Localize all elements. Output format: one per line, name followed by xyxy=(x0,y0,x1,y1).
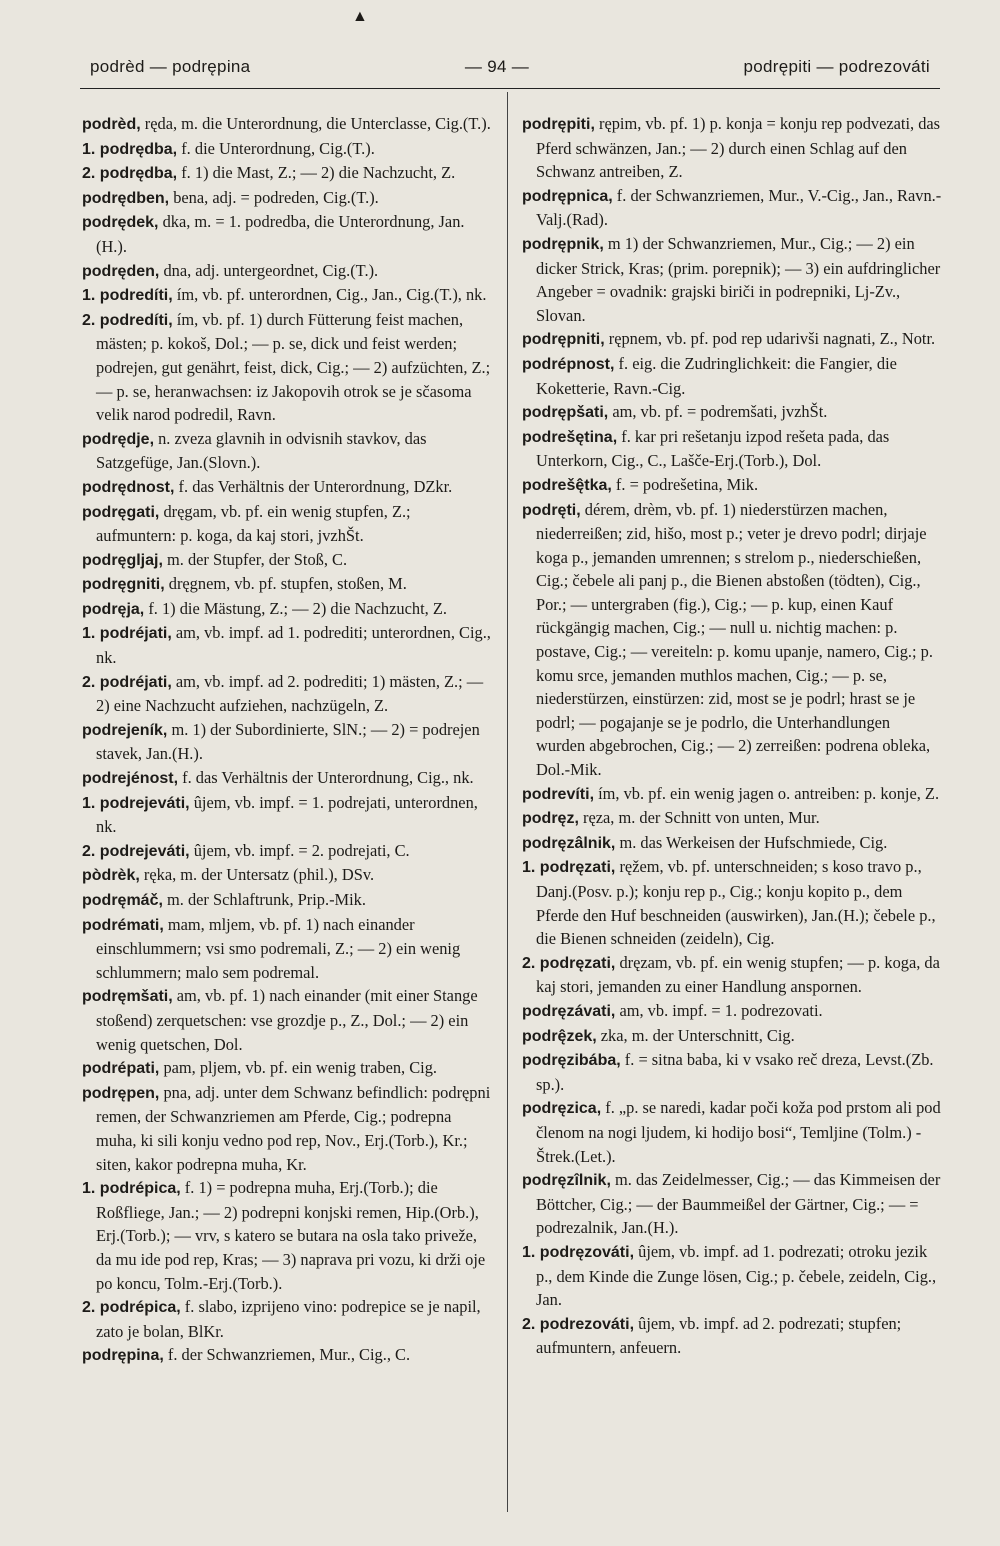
entry-headword: podręzica, xyxy=(522,1100,602,1118)
entry-definition: f. der Schwanzriemen, Mur., V.-Cig., Jan., Ravn.-Valj.(Rad). xyxy=(536,185,942,230)
dictionary-entry xyxy=(522,112,942,184)
entry-headword: podręja, xyxy=(82,600,145,618)
entry-definition: ręžem, vb. pf. unterschneiden; s koso travo p., Danj.(Posv. p.); konju rep p., Cig.; konju kopito p., dem Pferde den Huf beschneiden (auswirken), Jan.(H.); čebele p., die Bienen schneiden (zeideln), Cig. xyxy=(536,857,936,949)
entry-definition: f. „p. se naredi, kadar poči koža pod prstom ali pod členom na nogi ljudem, ki hodijo bosi“, Temljine (Tolm.) - Štrek.(Let.). xyxy=(536,1098,941,1166)
entry-definition: dka, m. = 1. podredba, die Unterordnung, Jan.(H.). xyxy=(96,212,465,256)
entry-definition: dręgnem, vb. pf. stupfen, stoßen, M. xyxy=(164,574,407,594)
entry-definition: f. eig. die Zudringlichkeit: die Fangier, die Koketterie, Ravn.-Cig. xyxy=(536,353,897,398)
entry-definition: f. 1) = podrepna muha, Erj.(Torb.); die Roßfliege, Jan.; — 2) podrepni konjski remen, Hip.(Orb.), Erj.(Torb.); — vrv, s katero se butara na osla tako priveže, da mu ide pod rep, Kras; — 3) naprava pri vozu, ki drži oje po koncu, Tolm.-Erj.(Torb.). xyxy=(96,1178,486,1293)
entry-headword: podręgljaj, xyxy=(82,551,163,569)
dictionary-entry xyxy=(82,548,492,573)
entry-headword: podrèd, xyxy=(82,116,141,133)
entry-definition: dna, adj. untergeordnet, Cig.(T.). xyxy=(159,260,379,280)
entry-headword: podręрen, xyxy=(82,1084,160,1102)
entry-definition: mam, mljem, vb. pf. 1) nach einander einschlummern; vsi smo podremali, Z.; — 2) ein wenig schlummern; malo sem podremal. xyxy=(96,914,461,982)
dictionary-entry xyxy=(522,1240,942,1312)
entry-headword: 2. podréjati, xyxy=(82,673,172,691)
entry-definition: ręрim, vb. pf. 1) p. konja = konju rep podvezati, das Pferd schwänzen, Jan.; — 2) durch einen Schlag auf den Schwanz antreiben, Z. xyxy=(536,114,941,182)
dictionary-entry xyxy=(522,1312,942,1360)
entry-definition: am, vb. impf. = 1. podrezovati. xyxy=(615,1000,823,1020)
dictionary-entry xyxy=(82,718,492,766)
entry-definition: m. der Stupfer, der Stoß, C. xyxy=(162,549,348,569)
entry-definition: ręрnem, vb. pf. pod rep udarivši nagnati, Z., Notr. xyxy=(604,329,936,349)
entry-definition: f. 1) die Mast, Z.; — 2) die Nachzucht, Z. xyxy=(177,163,456,183)
right-column xyxy=(522,112,942,1360)
entry-definition: ím, vb. pf. unterordnen, Cig., Jan., Cig.(T.), nk. xyxy=(172,285,487,305)
entry-headword: podrępina, xyxy=(82,1347,164,1365)
entry-headword: podręрnica, xyxy=(522,187,613,205)
entry-definition: ręda, m. die Unterordnung, die Unterclasse, Cig.(T.). xyxy=(140,114,491,133)
entry-headword: podręрniti, xyxy=(522,331,605,349)
dictionary-entry xyxy=(82,112,492,137)
running-header xyxy=(90,52,930,82)
entry-definition: f. die Unterordnung, Cig.(T.). xyxy=(177,138,375,158)
dictionary-entry xyxy=(82,863,492,888)
entry-headword: podrešętina, xyxy=(522,428,618,446)
entry-definition: pam, pljem, vb. pf. ein wenig traben, Cig. xyxy=(159,1058,438,1078)
dictionary-entry xyxy=(82,475,492,500)
dictionary-entry xyxy=(82,1343,492,1368)
dictionary-entry xyxy=(522,951,942,999)
column-divider xyxy=(507,92,508,1512)
dictionary-entry xyxy=(522,473,942,498)
dictionary-entry xyxy=(82,283,492,308)
entry-definition: am, vb. impf. ad 1. podrediti; unterordnen, Cig., nk. xyxy=(96,623,491,668)
entry-definition: f. das Verhältnis der Unterordnung, DZkr. xyxy=(174,476,453,496)
header-rule xyxy=(80,88,940,89)
entry-headword: podrémati, xyxy=(82,916,164,934)
dictionary-entry xyxy=(82,1081,492,1176)
entry-headword: pòdrèk, xyxy=(82,867,140,885)
dictionary-entry xyxy=(82,670,492,718)
entry-headword: podręzâlnik, xyxy=(522,834,616,852)
dictionary-entry xyxy=(522,232,942,327)
dictionary-entry xyxy=(82,308,492,427)
entry-definition: ím, vb. pf. 1) durch Fütterung feist machen, mästen; p. kokoš, Dol.; — p. se, dick und feist werden; podrejen, gut genährt, feist, dick, Cig.; — 2) aufzüchten, Z.; — p. se, heranwachsen: iz Jakopovih otrok se je sčasoma velik narod podredil, Ravn. xyxy=(96,309,491,425)
entry-definition: ím, vb. pf. ein wenig jagen o. antreiben: p. konje, Z. xyxy=(594,783,940,803)
entry-headword: 2. podrépica, xyxy=(82,1299,181,1317)
header-right-range: podrępiti — podrezováti xyxy=(743,57,930,76)
entry-definition: m. das Werkeisen der Hufschmiede, Cig. xyxy=(615,832,888,852)
dictionary-entry xyxy=(82,621,492,669)
entry-definition: dérem, drèm, vb. pf. 1) niederstürzen machen, niederreißen; zid, hišo, most p.; veter je drevo podrl; dirjaje koga p., jemanden umrennen; s strelom p., niederschießen, Cig.; čebele ali panj p., die Bienen abstoßen (tödten), Cig., Por.; — untergraben (fig.), Cig.; — p. kup, einen Kauf rückgängig machen, Cig.; — null u. nichtig machen: p. postave, Cig.; — vereiteln: p. komu upanje, namero, Cig.; p. komu srce, jemanden muthlos machen, Cig.; — p. se, niederstürzen, einstürzen: zid, most se je podrl; hrast se je podrl; — pogajanje se je podrlo, die Unterhandlungen wurden abgebrochen, Cig.; — 2) zerreißen: podrena obleka, Dol.-Mik. xyxy=(536,499,933,780)
entry-headword: podręzibába, xyxy=(522,1052,621,1070)
entry-definition: am, vb. pf. 1) nach einander (mit einer Stange stoßend) zerquetschen: vse grozdje p., Z., Dol.; — 2) ein wenig quetschen, Dol. xyxy=(96,986,478,1054)
entry-headword: 2. podręzati, xyxy=(522,954,616,972)
entry-definition: f. slabo, izprijeno vino: podrepice se je napil, zato je bolan, BlKr. xyxy=(96,1297,481,1341)
entry-definition: m. das Zeidelmesser, Cig.; — das Kimmeisen der Böttcher, Cig.; — der Baummeißel der Gärtner, Cig.; — = podrezalnik, Jan.(H.). xyxy=(536,1170,941,1238)
dictionary-entry xyxy=(522,782,942,807)
entry-definition: am, vb. pf. = podremšati, jvzhŠt. xyxy=(608,402,828,422)
dictionary-entry xyxy=(82,210,492,258)
dictionary-entry xyxy=(82,500,492,548)
entry-headword: podrę̂zek, xyxy=(522,1027,597,1045)
entry-definition: ûjem, vb. impf. ad 1. podrezati; otroku jezik p., dem Kinde die Zunge lösen, Cig.; p. čebele, zeideln, Cig., Jan. xyxy=(536,1241,937,1310)
entry-definition: ręka, m. der Untersatz (phil.), DSv. xyxy=(139,865,375,885)
entry-headword: podręрšati, xyxy=(522,404,609,422)
dictionary-entry xyxy=(522,1096,942,1168)
entry-headword: 1. podrędba, xyxy=(82,140,178,158)
entry-definition: zka, m. der Unterschnitt, Cig. xyxy=(596,1025,795,1045)
entry-headword: podrędnost, xyxy=(82,478,175,496)
dictionary-entry xyxy=(82,427,492,475)
header-left-range: podrèd — podrępina xyxy=(90,57,251,76)
dictionary-entry xyxy=(82,161,492,186)
entry-headword: podręzîlnik, xyxy=(522,1172,611,1190)
entry-definition: f. kar pri rešetanju izpod rešeta pada, das Unterkorn, Cig., C., Lašče-Erj.(Torb.), Dol. xyxy=(536,426,890,471)
left-column xyxy=(82,112,492,1368)
dictionary-entry xyxy=(82,597,492,622)
entry-headword: podręti, xyxy=(522,501,581,519)
entry-headword: podrędben, xyxy=(82,189,170,207)
entry-definition: ûjem, vb. impf. = 2. podrejati, C. xyxy=(189,840,410,860)
entry-definition: ûjem, vb. impf. = 1. podrejati, unterordnen, nk. xyxy=(96,792,478,837)
entry-headword: podrešę̂tka, xyxy=(522,476,612,494)
entry-definition: m 1) der Schwanzriemen, Mur., Cig.; — 2) ein dicker Strick, Kras; (prim. porepnik); — 3) ein aufdringlicher Angeber = ovadnik: grajski biriči in podrepniki, Lj-Zv., Slovan. xyxy=(536,233,941,325)
entry-definition: f. = podrešetina, Mik. xyxy=(611,474,759,494)
dictionary-entry xyxy=(82,913,492,985)
entry-headword: podrępiti, xyxy=(522,116,595,133)
entry-definition: f. der Schwanzriemen, Mur., Cig., C. xyxy=(163,1345,411,1365)
entry-definition: pna, adj. unter dem Schwanz befindlich: podręрni remen, der Schwanzriemen am Pferde, Cig.; podrepna muha, ki sili konju vedno pod rep, Nov., Erj.(Torb.), Kr.; siten, kakor podrepna muha, Kr. xyxy=(96,1082,491,1174)
entry-definition: dręzam, vb. pf. ein wenig stupfen; — p. koga, da kaj stori, jemanden zu einer Handlung anspornen. xyxy=(536,952,940,997)
dictionary-entry xyxy=(522,999,942,1024)
dictionary-entry xyxy=(522,400,942,425)
entry-headword: podrépnost, xyxy=(522,355,615,373)
entry-headword: 1. podręzati, xyxy=(522,859,616,877)
dictionary-entry xyxy=(522,425,942,473)
dictionary-entry xyxy=(82,1176,492,1295)
dictionary-entry xyxy=(82,984,492,1056)
dictionary-entry xyxy=(82,766,492,791)
entry-headword: podręden, xyxy=(82,262,160,280)
entry-headword: podrędek, xyxy=(82,214,159,232)
entry-definition: m. der Schlaftrunk, Prip.-Mik. xyxy=(162,890,366,909)
dictionary-entry xyxy=(522,327,942,352)
entry-headword: podręz, xyxy=(522,810,579,828)
entry-headword: podrejeník, xyxy=(82,721,168,739)
dictionary-entry xyxy=(82,791,492,839)
entry-definition: bena, adj. = podreden, Cig.(T.). xyxy=(169,187,379,207)
dictionary-entry xyxy=(82,888,492,913)
entry-definition: ręza, m. der Schnitt von unten, Mur. xyxy=(578,808,820,828)
entry-headword: 2. podredíti, xyxy=(82,311,173,329)
entry-definition: ûjem, vb. impf. ad 2. podrezati; stupfen; aufmuntern, anfeuern. xyxy=(536,1313,902,1358)
entry-headword: podręmáč, xyxy=(82,892,163,909)
entry-definition: f. das Verhältnis der Unterordnung, Cig., nk. xyxy=(178,768,474,788)
dictionary-entry xyxy=(82,259,492,284)
dictionary-entry xyxy=(82,137,492,162)
entry-headword: 2. podrędba, xyxy=(82,165,178,183)
entry-headword: podrędje, xyxy=(82,430,155,448)
dictionary-entry xyxy=(522,806,942,831)
dictionary-entry xyxy=(522,855,942,950)
dictionary-entry xyxy=(522,1048,942,1096)
entry-headword: podręmšati, xyxy=(82,988,173,1006)
print-mark: ▲ xyxy=(352,8,368,25)
entry-definition: m. 1) der Subordinierte, SlN.; — 2) = podrejen stavek, Jan.(H.). xyxy=(96,719,480,764)
dictionary-entry xyxy=(82,1295,492,1343)
dictionary-entry xyxy=(82,1056,492,1081)
dictionary-entry xyxy=(522,1168,942,1240)
entry-headword: podrevíti, xyxy=(522,785,595,803)
dictionary-entry xyxy=(522,831,942,856)
entry-definition: am, vb. impf. ad 2. podrediti; 1) mästen, Z.; — 2) eine Nachzucht aufziehen, nachzügeln, Z. xyxy=(96,671,484,716)
dictionary-entry xyxy=(522,498,942,782)
entry-definition: f. 1) die Mästung, Z.; — 2) die Nachzucht, Z. xyxy=(144,598,447,618)
entry-headword: 1. podrejeváti, xyxy=(82,794,190,812)
entry-headword: podrépati, xyxy=(82,1060,160,1078)
entry-headword: 1. podręzováti, xyxy=(522,1243,635,1261)
entry-headword: podręgati, xyxy=(82,503,160,521)
entry-headword: 1. podréjati, xyxy=(82,625,172,643)
entry-headword: podręрnik, xyxy=(522,235,604,253)
entry-headword: podrejénost, xyxy=(82,770,179,788)
entry-headword: podręzávati, xyxy=(522,1002,616,1020)
dictionary-entry xyxy=(82,186,492,211)
entry-headword: 1. podrépica, xyxy=(82,1180,181,1198)
dictionary-entry xyxy=(82,839,492,864)
dictionary-entry xyxy=(522,184,942,232)
entry-definition: n. zveza glavnih in odvisnih stavkov, das Satzgefüge, Jan.(Slovn.). xyxy=(96,428,427,473)
dictionary-entry xyxy=(522,1024,942,1049)
entry-headword: 1. podredíti, xyxy=(82,287,173,305)
entry-definition: dręgam, vb. pf. ein wenig stupfen, Z.; aufmuntern: p. koga, da kaj stori, jvzhŠt. xyxy=(96,501,411,546)
entry-headword: podręgniti, xyxy=(82,576,165,594)
dictionary-entry xyxy=(82,572,492,597)
entry-headword: 2. podrejeváti, xyxy=(82,842,190,860)
entry-headword: 2. podrezováti, xyxy=(522,1315,635,1333)
entry-definition: f. = sitna baba, ki v vsako reč dreza, Levst.(Zb. sp.). xyxy=(536,1050,934,1094)
page-number: — 94 — xyxy=(464,57,530,76)
dictionary-entry xyxy=(522,352,942,400)
